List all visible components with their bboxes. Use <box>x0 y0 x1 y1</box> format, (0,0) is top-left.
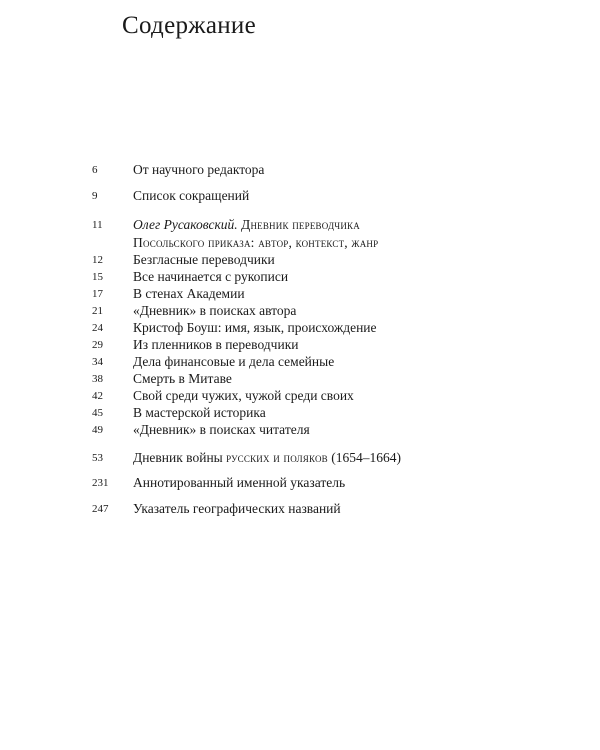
toc-entry <box>0 474 600 492</box>
toc-page-number: 12 <box>92 254 103 266</box>
toc-entry-title: «Дневник» в поисках автора <box>133 303 297 318</box>
toc-entry-title: Список сокращений <box>133 188 250 203</box>
toc-page-number: 42 <box>92 390 103 402</box>
toc-entry-title: В мастерской историка <box>133 405 266 420</box>
toc-entry <box>0 353 600 371</box>
toc-page-number: 247 <box>92 503 109 515</box>
toc-entry-title: Указатель географических названий <box>133 501 341 516</box>
toc-entry-title: Все начинается с рукописи <box>133 269 289 284</box>
toc-entry <box>0 500 600 518</box>
toc-entry-title: В стенах Академии <box>133 286 245 301</box>
toc-entry-title: Безгласные переводчики <box>133 252 275 267</box>
toc-page-number: 15 <box>92 271 103 283</box>
toc-entry <box>0 404 600 422</box>
toc-entry-author: Олег Русаковский. <box>133 217 238 232</box>
toc-entry <box>0 370 600 388</box>
toc-entry <box>0 187 600 205</box>
toc-entry-continuation <box>0 234 600 252</box>
toc-entry-title: Смерть в Митаве <box>133 371 232 386</box>
toc-entry <box>0 319 600 337</box>
toc-entry-title-smallcaps: русских и поляков <box>226 450 328 465</box>
toc-entry <box>0 336 600 354</box>
page-title: Содержание <box>122 12 256 39</box>
toc-entry <box>0 216 600 234</box>
toc-page-number: 9 <box>92 190 98 202</box>
toc-entry-title: Дневник переводчика <box>241 217 360 232</box>
toc-page-number: 11 <box>92 219 103 231</box>
toc-entry-title: Дневник войны <box>133 450 223 465</box>
toc-entry <box>0 302 600 320</box>
toc-entry <box>0 449 600 467</box>
toc-page-number: 34 <box>92 356 103 368</box>
toc-entry-title: Аннотированный именной указатель <box>133 475 346 490</box>
toc-entry <box>0 268 600 286</box>
toc-page-number: 21 <box>92 305 103 317</box>
toc-page-number: 38 <box>92 373 103 385</box>
toc-page-number: 53 <box>92 452 103 464</box>
toc-entry-title: Дела финансовые и дела семейные <box>133 354 335 369</box>
toc-entry <box>0 285 600 303</box>
toc-page-number: 45 <box>92 407 103 419</box>
toc-page-number: 29 <box>92 339 103 351</box>
toc-page-number: 6 <box>92 164 98 176</box>
toc-page-number: 49 <box>92 424 103 436</box>
toc-entry-title: «Дневник» в поисках читателя <box>133 422 310 437</box>
toc-entry-title-years: (1654–1664) <box>331 450 401 465</box>
toc-entry-title: От научного редактора <box>133 162 265 177</box>
toc-page-number: 17 <box>92 288 103 300</box>
toc-entry-title: Кристоф Боуш: имя, язык, происхождение <box>133 320 377 335</box>
toc-entry <box>0 387 600 405</box>
toc-entry-title: Посольского приказа: автор, контекст, жанр <box>133 235 379 250</box>
toc-entry <box>0 161 600 179</box>
toc-entry <box>0 251 600 269</box>
toc-page-number: 24 <box>92 322 103 334</box>
toc-entry <box>0 421 600 439</box>
toc-entry-title: Из пленников в переводчики <box>133 337 299 352</box>
toc-page-number: 231 <box>92 477 109 489</box>
toc-entry-title: Свой среди чужих, чужой среди своих <box>133 388 354 403</box>
